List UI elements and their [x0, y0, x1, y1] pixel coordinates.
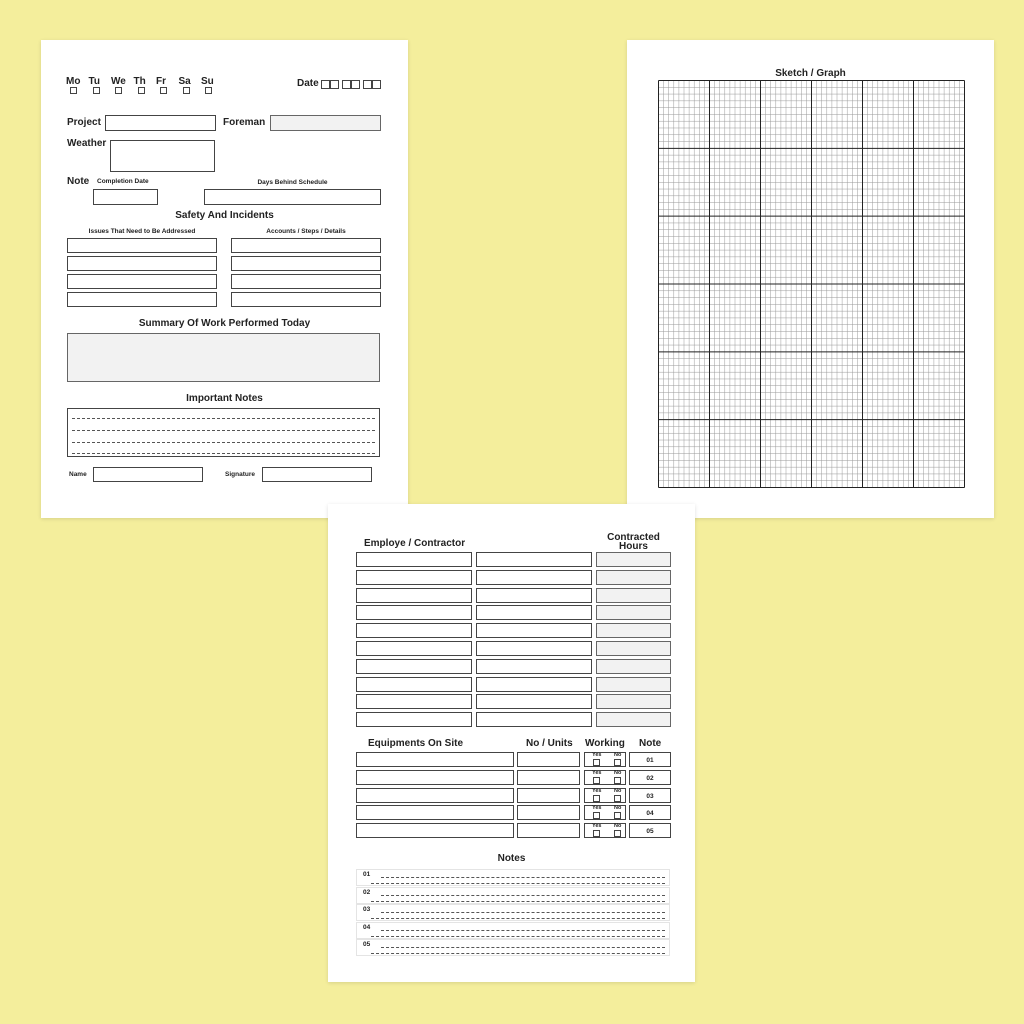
graph-grid[interactable] — [658, 80, 965, 488]
contracted-hours-field[interactable] — [596, 605, 671, 620]
units-field[interactable] — [517, 788, 580, 803]
notes-line — [381, 912, 665, 913]
notes-line — [381, 895, 665, 896]
weather-field[interactable] — [110, 140, 215, 172]
notes-row[interactable] — [356, 922, 670, 939]
weekday-checkbox-fr[interactable] — [160, 87, 167, 94]
account-field[interactable] — [231, 238, 381, 253]
contracted-hours-field[interactable] — [596, 694, 671, 709]
employee-field[interactable] — [356, 694, 472, 709]
project-field[interactable] — [105, 115, 216, 131]
no-label: No — [614, 787, 622, 794]
project-label: Project — [67, 117, 101, 128]
contractor-field[interactable] — [476, 641, 592, 656]
employee-field[interactable] — [356, 641, 472, 656]
notes-row-number: 02 — [363, 888, 371, 896]
weekday-label-we: We — [111, 76, 126, 87]
date-digit-box[interactable] — [330, 80, 339, 89]
note-number: 05 — [646, 828, 654, 836]
issues-label: Issues That Need to Be Addressed — [88, 228, 196, 235]
equipment-field[interactable] — [356, 752, 514, 767]
yes-checkbox[interactable] — [593, 795, 600, 802]
weekday-checkbox-mo[interactable] — [70, 87, 77, 94]
notes-row[interactable] — [356, 904, 670, 921]
notes-row-number: 05 — [363, 941, 371, 948]
contracted-hours-field[interactable] — [596, 659, 671, 674]
accounts-label: Accounts / Steps / Details — [266, 228, 346, 235]
note-number: 02 — [646, 774, 654, 782]
date-digit-box[interactable] — [363, 80, 372, 89]
no-label: No — [614, 805, 622, 812]
weekday-label-tu: Tu — [88, 76, 100, 87]
contractor-field[interactable] — [476, 623, 592, 638]
contracted-hours-field[interactable] — [596, 588, 671, 603]
notes-row-number: 04 — [363, 923, 371, 931]
contracted-hours-field[interactable] — [596, 677, 671, 692]
yes-checkbox[interactable] — [593, 812, 600, 819]
date-label: Date — [297, 78, 319, 89]
daily-report-page — [41, 40, 408, 518]
employee-field[interactable] — [356, 588, 472, 603]
note-number-cell — [629, 823, 671, 838]
working-cell — [584, 805, 626, 820]
sketch-graph-page — [627, 40, 994, 518]
notes-line — [381, 947, 665, 948]
notes-row[interactable] — [356, 887, 670, 904]
employee-field[interactable] — [356, 712, 472, 727]
weekday-label-mo: Mo — [66, 76, 81, 87]
yes-checkbox[interactable] — [593, 777, 600, 784]
contractor-field[interactable] — [476, 588, 592, 603]
note-number-cell — [629, 770, 671, 785]
units-field[interactable] — [517, 770, 580, 785]
contracted-hours-heading: Contracted Hours — [607, 532, 660, 552]
notes-line — [381, 930, 665, 931]
notes-row-number: 03 — [363, 906, 371, 913]
note-number-cell — [629, 752, 671, 767]
working-heading: Working — [585, 738, 625, 749]
weekday-label-su: Su — [201, 76, 214, 87]
no-label: No — [614, 752, 622, 758]
signature-label: Signature — [225, 471, 255, 478]
units-field[interactable] — [517, 805, 580, 820]
yes-label: Yes — [592, 752, 602, 758]
equipment-field[interactable] — [356, 788, 514, 803]
working-cell — [584, 752, 626, 767]
issue-field[interactable] — [67, 238, 217, 253]
note-heading: Note — [639, 738, 662, 749]
account-field[interactable] — [231, 292, 381, 307]
name-field[interactable] — [93, 467, 203, 482]
no-label: No — [614, 823, 622, 830]
contracted-hours-field[interactable] — [596, 552, 671, 567]
important-notes-field[interactable] — [67, 408, 380, 457]
no-checkbox[interactable] — [614, 795, 621, 802]
contracted-hours-field[interactable] — [596, 570, 671, 585]
notes-line — [371, 901, 665, 902]
yes-checkbox[interactable] — [593, 830, 600, 837]
note-number: 03 — [646, 792, 654, 800]
notes-line — [371, 883, 665, 884]
yes-label: Yes — [592, 769, 602, 776]
issue-field[interactable] — [67, 256, 217, 271]
date-digit-box[interactable] — [342, 80, 351, 89]
notes-line — [371, 918, 665, 919]
employee-field[interactable] — [356, 570, 472, 585]
no-checkbox[interactable] — [614, 830, 621, 837]
days-behind-field[interactable] — [204, 189, 381, 205]
contractor-field[interactable] — [476, 694, 592, 709]
no-checkbox[interactable] — [614, 812, 621, 819]
weather-label: Weather — [67, 138, 107, 149]
issue-field[interactable] — [67, 292, 217, 307]
completion-date-label: Completion Date — [97, 178, 149, 185]
no-checkbox[interactable] — [614, 759, 621, 766]
summary-field[interactable] — [67, 333, 380, 382]
units-field[interactable] — [517, 823, 580, 838]
sketch-title: Sketch / Graph — [775, 68, 846, 79]
summary-heading: Summary Of Work Performed Today — [138, 318, 311, 329]
working-cell — [584, 823, 626, 838]
notes-heading: Notes — [497, 853, 526, 864]
date-digit-box[interactable] — [351, 80, 360, 89]
weekday-label-sa: Sa — [178, 76, 191, 87]
employee-field[interactable] — [356, 605, 472, 620]
note-number-cell — [629, 805, 671, 820]
note-number: 01 — [646, 757, 654, 764]
equipment-field[interactable] — [356, 770, 514, 785]
signature-field[interactable] — [262, 467, 372, 482]
contracted-hours-field[interactable] — [596, 712, 671, 727]
contractor-field[interactable] — [476, 605, 592, 620]
yes-checkbox[interactable] — [593, 759, 600, 766]
yes-label: Yes — [592, 787, 602, 794]
days-behind-label: Days Behind Schedule — [257, 179, 328, 186]
employee-heading: Employe / Contractor — [364, 538, 466, 549]
contractor-field[interactable] — [476, 712, 592, 727]
equipment-field[interactable] — [356, 805, 514, 820]
working-cell — [584, 788, 626, 803]
no-label: No — [614, 769, 622, 776]
contracted-hours-field[interactable] — [596, 641, 671, 656]
notes-row[interactable] — [356, 869, 670, 886]
notes-line — [381, 877, 665, 878]
weekday-checkbox-su[interactable] — [205, 87, 212, 94]
weekday-label-fr: Fr — [156, 76, 166, 87]
equipment-heading: Equipments On Site — [368, 738, 464, 749]
yes-label: Yes — [592, 805, 602, 812]
name-label: Name — [69, 471, 87, 478]
notes-row[interactable] — [356, 939, 670, 956]
note-number: 04 — [646, 810, 654, 818]
foreman-label: Foreman — [223, 117, 266, 128]
contractor-field[interactable] — [476, 570, 592, 585]
no-checkbox[interactable] — [614, 777, 621, 784]
completion-date-field[interactable] — [93, 189, 158, 205]
employee-field[interactable] — [356, 659, 472, 674]
account-field[interactable] — [231, 274, 381, 289]
employee-field[interactable] — [356, 677, 472, 692]
date-digit-box[interactable] — [372, 80, 381, 89]
notes-line — [371, 936, 665, 937]
contractor-field[interactable] — [476, 552, 592, 567]
issue-field[interactable] — [67, 274, 217, 289]
equipment-field[interactable] — [356, 823, 514, 838]
contractor-field[interactable] — [476, 659, 592, 674]
weekday-checkbox-we[interactable] — [115, 87, 122, 94]
account-field[interactable] — [231, 256, 381, 271]
weekday-label-th: Th — [133, 76, 146, 87]
weekday-checkbox-tu[interactable] — [93, 87, 100, 94]
weekday-checkbox-sa[interactable] — [183, 87, 190, 94]
foreman-field[interactable] — [270, 115, 381, 131]
weekday-checkbox-th[interactable] — [138, 87, 145, 94]
units-field[interactable] — [517, 752, 580, 767]
date-digit-box[interactable] — [321, 80, 330, 89]
notes-row-number: 01 — [363, 871, 371, 878]
workforce-page — [328, 504, 695, 982]
employee-field[interactable] — [356, 623, 472, 638]
working-cell — [584, 770, 626, 785]
important-notes-heading: Important Notes — [186, 393, 263, 404]
notes-line — [371, 953, 665, 954]
contracted-hours-field[interactable] — [596, 623, 671, 638]
units-heading: No / Units — [526, 738, 573, 749]
note-label: Note — [67, 176, 90, 187]
safety-heading: Safety And Incidents — [175, 210, 274, 221]
contractor-field[interactable] — [476, 677, 592, 692]
note-number-cell — [629, 788, 671, 803]
employee-field[interactable] — [356, 552, 472, 567]
yes-label: Yes — [592, 823, 602, 830]
